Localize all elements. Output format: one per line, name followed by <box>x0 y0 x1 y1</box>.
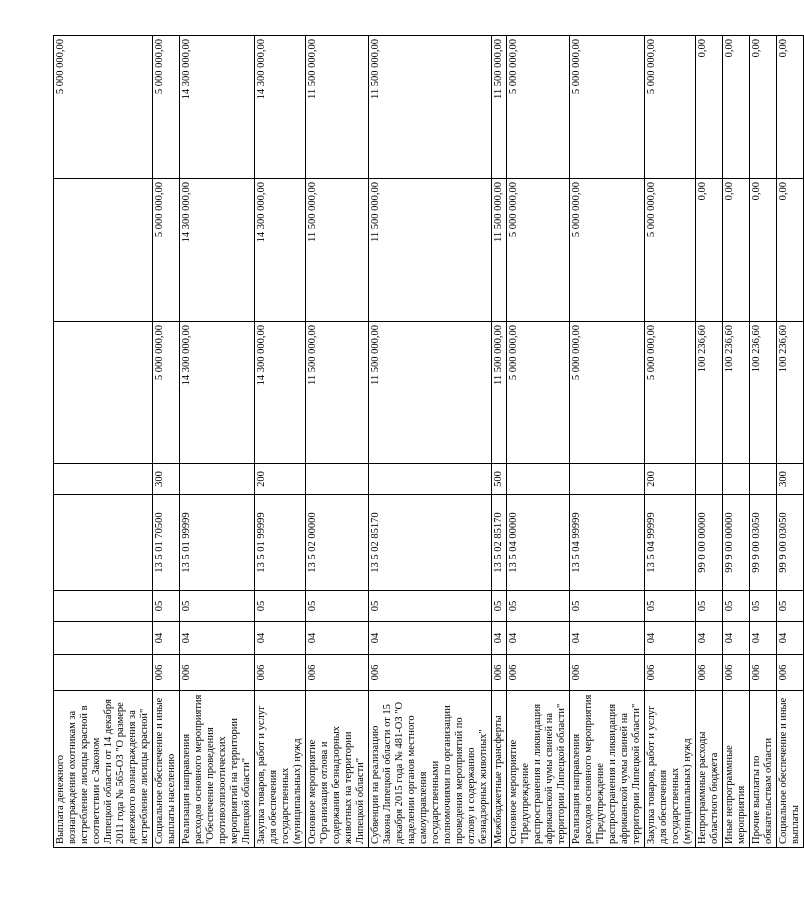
row-sum-3: 0,00 <box>777 36 804 179</box>
row-name: Реализация направления расходов основного мероприятия "Обеспечение проведения противоэпизоотических мероприятий на территории Липецкой области" <box>180 691 255 848</box>
row-section-code: 04 <box>750 622 777 655</box>
row-name: Субвенции на реализацию Закона Липецкой области от 15 декабря 2015 года № 481-ОЗ "О наделении органов местного самоуправления государственными полномочиями по организации проведения мероприятий по отлову и содержанию безнадзорных животных" <box>369 691 492 848</box>
table-row <box>54 36 153 848</box>
row-expense-type-code <box>570 464 645 495</box>
row-sum-3: 11 500 000,00 <box>492 36 507 179</box>
row-sum-1: 100 236,60 <box>777 322 804 464</box>
row-ved-code: 006 <box>492 655 507 691</box>
row-target-code: 13 5 02 85170 <box>492 495 507 591</box>
row-sum-2: 14 300 000,00 <box>180 179 255 322</box>
row-section-code: 04 <box>696 622 723 655</box>
row-expense-type-code <box>369 464 492 495</box>
row-sum-2: 0,00 <box>696 179 723 322</box>
row-subsection-code: 05 <box>180 591 255 622</box>
row-target-code: 13 5 02 85170 <box>369 495 492 591</box>
row-sum-2: 11 500 000,00 <box>306 179 369 322</box>
row-sum-2: 14 300 000,00 <box>255 179 306 322</box>
row-sum-1: 11 500 000,00 <box>492 322 507 464</box>
row-target-code: 13 5 04 99999 <box>645 495 696 591</box>
row-subsection-code <box>54 591 153 622</box>
row-sum-3: 0,00 <box>696 36 723 179</box>
row-expense-type-code <box>54 464 153 495</box>
row-sum-2: 5 000 000,00 <box>645 179 696 322</box>
row-ved-code: 006 <box>507 655 570 691</box>
row-name: Межбюджетные трансферты <box>492 691 507 848</box>
row-section-code: 04 <box>570 622 645 655</box>
row-sum-1: 5 000 000,00 <box>645 322 696 464</box>
row-ved-code: 006 <box>723 655 750 691</box>
row-sum-3: 11 500 000,00 <box>369 36 492 179</box>
row-name: Закупка товаров, работ и услуг для обеспечения государственных (муниципальных) нужд <box>645 691 696 848</box>
row-subsection-code: 05 <box>153 591 180 622</box>
row-sum-2: 0,00 <box>777 179 804 322</box>
row-expense-type-code <box>750 464 777 495</box>
row-name: Выплата денежного вознаграждения охотникам за истребление лисицы красной в соответствии с Законом Липецкой области от 14 декабря 2011 года № 565-ОЗ "О размере денежного вознаграждения за истребление лисицы красной" <box>54 691 153 848</box>
row-sum-3: 5 000 000,00 <box>645 36 696 179</box>
rotated-table-container <box>53 36 801 848</box>
row-sum-3: 5 000 000,00 <box>54 36 153 179</box>
row-name: Непрограммные расходы областного бюджета <box>696 691 723 848</box>
row-expense-type-code: 500 <box>492 464 507 495</box>
row-target-code <box>54 495 153 591</box>
row-ved-code: 006 <box>750 655 777 691</box>
row-sum-2: 5 000 000,00 <box>570 179 645 322</box>
row-sum-3: 14 300 000,00 <box>180 36 255 179</box>
row-target-code: 99 9 00 03050 <box>750 495 777 591</box>
row-sum-1: 5 000 000,00 <box>570 322 645 464</box>
row-name: Социальное обеспечение и иные выплаты населению <box>153 691 180 848</box>
row-section-code: 04 <box>180 622 255 655</box>
row-sum-1: 11 500 000,00 <box>306 322 369 464</box>
row-ved-code: 006 <box>369 655 492 691</box>
table-row <box>180 36 255 848</box>
row-subsection-code: 05 <box>645 591 696 622</box>
row-name: Иные непрограммные мероприятия <box>723 691 750 848</box>
row-sum-3: 11 500 000,00 <box>306 36 369 179</box>
row-target-code: 13 5 04 00000 <box>507 495 570 591</box>
row-subsection-code: 05 <box>750 591 777 622</box>
row-ved-code: 006 <box>180 655 255 691</box>
row-expense-type-code <box>306 464 369 495</box>
row-ved-code: 006 <box>696 655 723 691</box>
row-sum-2: 0,00 <box>723 179 750 322</box>
row-expense-type-code <box>696 464 723 495</box>
row-subsection-code: 05 <box>369 591 492 622</box>
row-subsection-code: 05 <box>696 591 723 622</box>
row-target-code: 13 5 01 99999 <box>255 495 306 591</box>
row-subsection-code: 05 <box>306 591 369 622</box>
row-sum-1: 100 236,60 <box>723 322 750 464</box>
row-ved-code: 006 <box>306 655 369 691</box>
row-ved-code: 006 <box>255 655 306 691</box>
row-expense-type-code <box>723 464 750 495</box>
row-sum-1 <box>54 322 153 464</box>
row-subsection-code: 05 <box>507 591 570 622</box>
row-sum-1: 100 236,60 <box>750 322 777 464</box>
table-row <box>492 36 507 848</box>
row-sum-2: 0,00 <box>750 179 777 322</box>
row-expense-type-code: 300 <box>777 464 804 495</box>
row-name: Закупка товаров, работ и услуг для обеспечения государственных (муниципальных) нужд <box>255 691 306 848</box>
row-section-code: 04 <box>645 622 696 655</box>
row-subsection-code: 05 <box>492 591 507 622</box>
row-sum-1: 14 300 000,00 <box>255 322 306 464</box>
row-sum-1: 14 300 000,00 <box>180 322 255 464</box>
row-target-code: 13 5 04 99999 <box>570 495 645 591</box>
row-sum-2: 5 000 000,00 <box>507 179 570 322</box>
row-target-code: 13 5 01 99999 <box>180 495 255 591</box>
row-name: Реализация направления расходов основного мероприятия "Предупреждение распространения и ликвидация африканской чумы свиней на территории Липецкой области" <box>570 691 645 848</box>
row-target-code: 99 0 00 00000 <box>696 495 723 591</box>
row-name: Основное мероприятие "Предупреждение распространения и ликвидация африканской чумы свиней на территории Липецкой области" <box>507 691 570 848</box>
budget-table <box>53 35 804 848</box>
row-target-code: 13 5 01 70500 <box>153 495 180 591</box>
row-sum-2: 11 500 000,00 <box>369 179 492 322</box>
table-row <box>570 36 645 848</box>
row-name: Прочие выплаты по обязательствам области <box>750 691 777 848</box>
row-sum-2 <box>54 179 153 322</box>
table-row <box>255 36 306 848</box>
row-expense-type-code <box>180 464 255 495</box>
row-sum-2: 11 500 000,00 <box>492 179 507 322</box>
row-section-code: 04 <box>369 622 492 655</box>
row-sum-1: 5 000 000,00 <box>507 322 570 464</box>
table-row <box>645 36 696 848</box>
row-section-code: 04 <box>492 622 507 655</box>
table-row <box>777 36 804 848</box>
row-sum-3: 14 300 000,00 <box>255 36 306 179</box>
row-ved-code: 006 <box>645 655 696 691</box>
row-section-code <box>54 622 153 655</box>
row-subsection-code: 05 <box>723 591 750 622</box>
row-target-code: 99 9 00 03050 <box>777 495 804 591</box>
row-name: Социальное обеспечение и иные выплаты <box>777 691 804 848</box>
row-expense-type-code <box>507 464 570 495</box>
table-row <box>723 36 750 848</box>
row-sum-3: 0,00 <box>723 36 750 179</box>
row-sum-1: 100 236,60 <box>696 322 723 464</box>
row-target-code: 99 9 00 00000 <box>723 495 750 591</box>
row-sum-3: 5 000 000,00 <box>570 36 645 179</box>
row-target-code: 13 5 02 00000 <box>306 495 369 591</box>
row-section-code: 04 <box>306 622 369 655</box>
row-section-code: 04 <box>153 622 180 655</box>
row-ved-code: 006 <box>777 655 804 691</box>
row-section-code: 04 <box>777 622 804 655</box>
row-sum-3: 5 000 000,00 <box>507 36 570 179</box>
table-row <box>306 36 369 848</box>
row-expense-type-code: 200 <box>645 464 696 495</box>
table-row <box>369 36 492 848</box>
row-sum-2: 5 000 000,00 <box>153 179 180 322</box>
row-sum-1: 11 500 000,00 <box>369 322 492 464</box>
table-row <box>750 36 777 848</box>
row-section-code: 04 <box>255 622 306 655</box>
row-ved-code <box>54 655 153 691</box>
row-section-code: 04 <box>723 622 750 655</box>
table-row <box>507 36 570 848</box>
row-name: Основное мероприятие "Организация отлова и содержания безнадзорных животных на территории Липецкой области" <box>306 691 369 848</box>
row-expense-type-code: 300 <box>153 464 180 495</box>
row-sum-3: 5 000 000,00 <box>153 36 180 179</box>
row-ved-code: 006 <box>153 655 180 691</box>
row-section-code: 04 <box>507 622 570 655</box>
table-row <box>696 36 723 848</box>
row-subsection-code: 05 <box>570 591 645 622</box>
row-subsection-code: 05 <box>255 591 306 622</box>
row-sum-3: 0,00 <box>750 36 777 179</box>
budget-table-body <box>54 36 804 848</box>
row-ved-code: 006 <box>570 655 645 691</box>
row-expense-type-code: 200 <box>255 464 306 495</box>
row-sum-1: 5 000 000,00 <box>153 322 180 464</box>
table-row <box>153 36 180 848</box>
row-subsection-code: 05 <box>777 591 804 622</box>
